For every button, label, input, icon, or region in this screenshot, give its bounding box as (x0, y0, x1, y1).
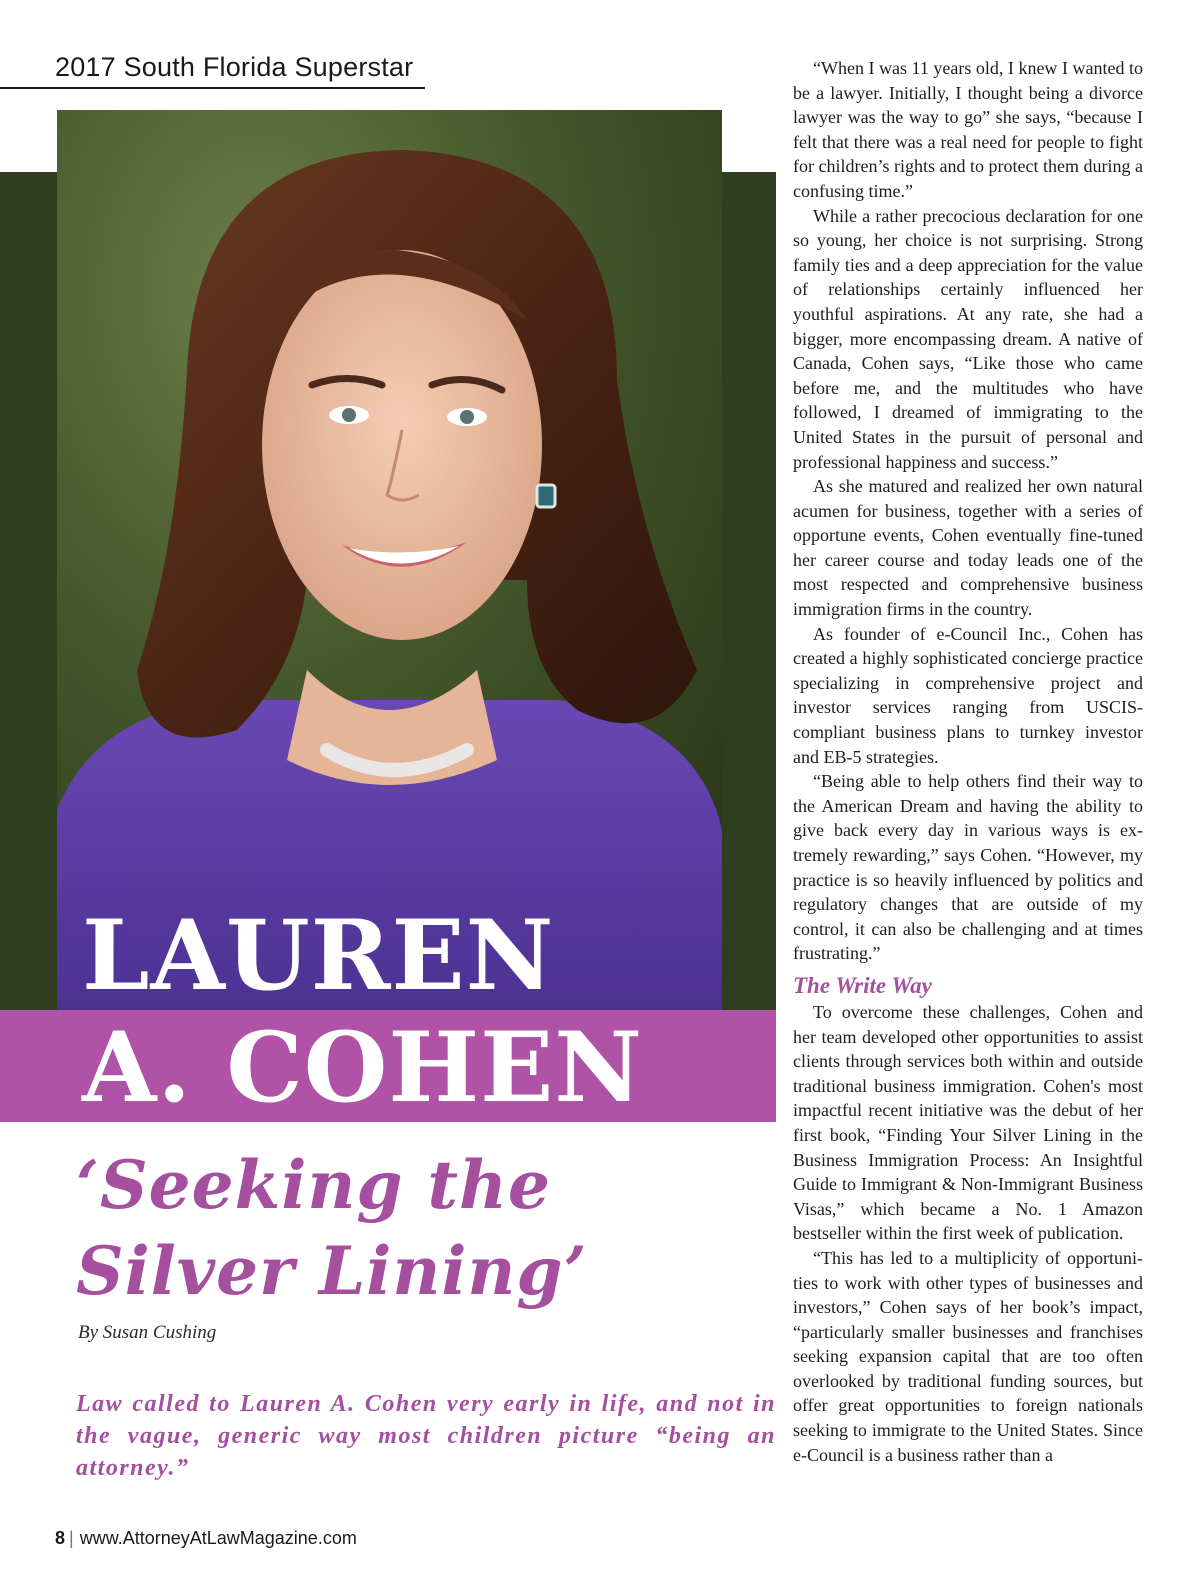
kicker-rule (0, 87, 425, 89)
article-headline-name: LAUREN A. COHEN (82, 899, 643, 1124)
page-number: 8 (55, 1528, 66, 1548)
body-paragraph: To overcome these challenges, Cohen and her team developed other opportunities to assist clients through services both within and outside traditional business immigration. Cohen's most impactful recent initiative was the debut of her first book, “Finding Your Silver Lining in the Business Immigration Process: An Insightful Guide to Immigrant & Non-Immigrant Business Visas,” which became a No. 1 Amazon bestseller within the first week of publication. (793, 1001, 1143, 1244)
body-paragraph: “Being able to help others find their way to the American Dream and having the ability to give back every day in various ways is extremely rewarding,” says Cohen. “However, my practice is so heavily influenced by politics and regulatory changes that are outside of my control, it can also be challenging and at times frustrating.” (793, 771, 1143, 964)
body-paragraph: As she matured and realized her own natural acumen for business, together with a series of opportune events, Cohen eventually fine-tuned her career course and today leads one of the most respected and comprehensive business immigration firms in the country. (793, 476, 1143, 620)
section-heading: The Write Way (793, 972, 932, 998)
section-kicker: 2017 South Florida Superstar (55, 52, 414, 82)
page-footer (55, 1528, 357, 1549)
footer-website-link[interactable]: www.AttorneyAtLawMagazine.com (79, 1528, 357, 1548)
portrait-photo (57, 110, 722, 1010)
article-title: ‘Seeking the Silver Lining’ (76, 1146, 588, 1310)
body-paragraph: “This has led to a multiplicity of opportunities to work with other types of businesses and investors,” Cohen says of her book’s impact, “particularly smaller businesses and franchises seeking expansion capital that are too often overlooked by traditional funding sources, but offer great opportunities to foreign nationals seeking to immigrate to the United States. Since e-Council is a business rather than a (793, 1247, 1143, 1465)
byline: By Susan Cushing (78, 1322, 217, 1343)
article-deck: Law called to Lauren A. Cohen very early in life, and not in the vague, generic way most children picture “being an attorney.” (76, 1391, 776, 1481)
footer-separator: | (69, 1528, 74, 1548)
body-paragraph: “When I was 11 years old, I knew I wanted to be a lawyer. Initially, I thought being a divorce lawyer was the way to go” she says, “because I felt that there was a real need for people to fight for children’s rights and to protect them during a confusing time.” (793, 58, 1143, 201)
body-text-column (793, 56, 1143, 1511)
body-paragraph: While a rather precocious declaration for one so young, her choice is not surprising. Strong family ties and a deep appreciation for the value of relationships certainly influenced her youthful aspirations. At any rate, she had a bigger, more encompassing dream. A native of Canada, Cohen says, “Like those who came before me, and the multitudes who have followed, I dreamed of immigrating to the United States in the pursuit of personal and professional happiness and success.” (793, 205, 1143, 472)
portrait-illustration (57, 110, 722, 1010)
body-paragraph: As founder of e-Council Inc., Cohen has created a highly sophisticated concierge practice specializing in comprehensive project and investor services ranging from USCIS-compliant business plans to turnkey investor and EB-5 strategies. (793, 623, 1143, 767)
